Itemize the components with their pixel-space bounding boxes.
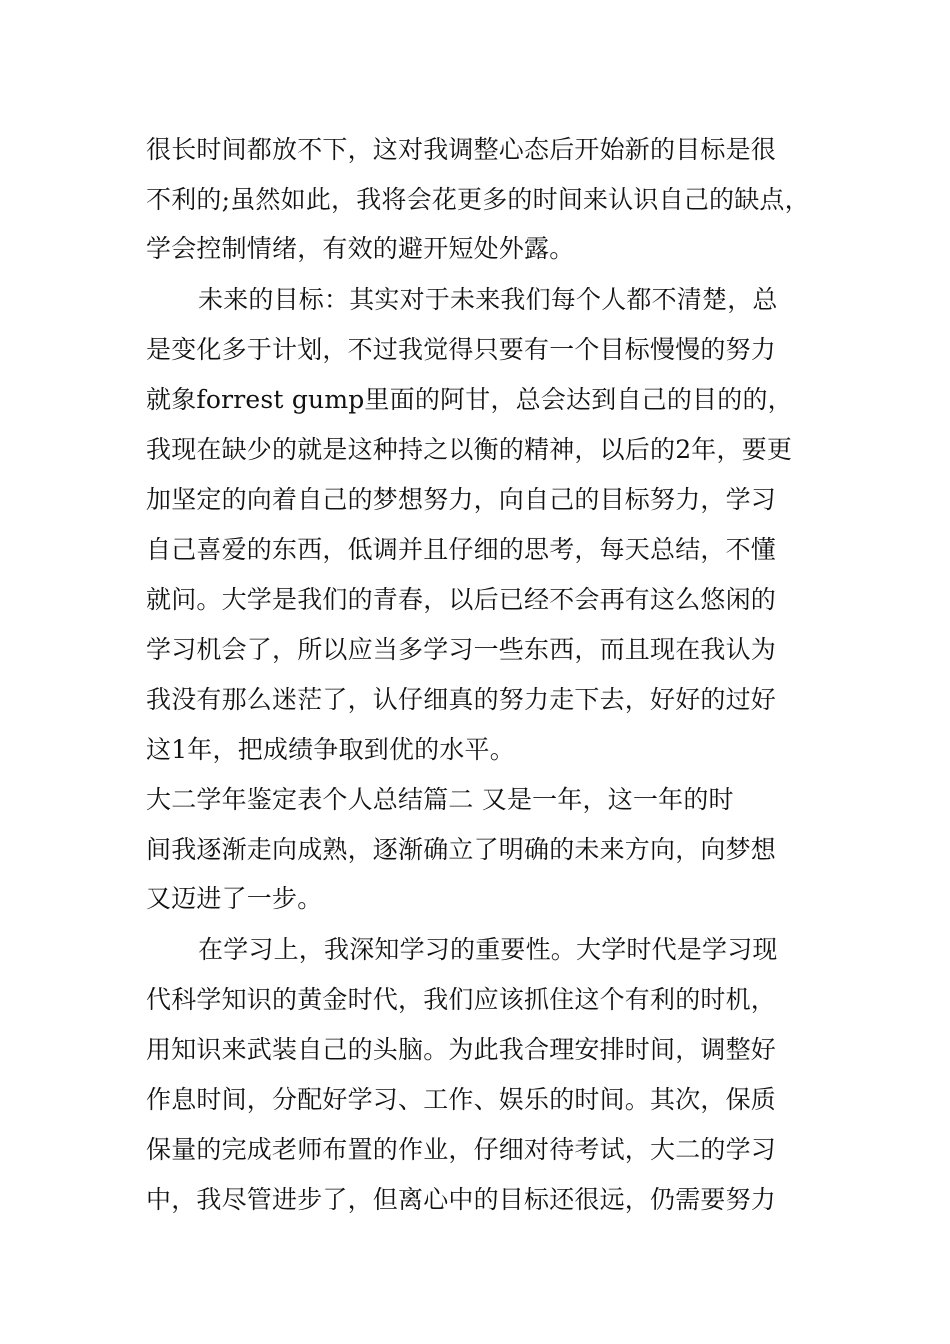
text-line: 加坚定的向着自己的梦想努力，向自己的目标努力，学习 (146, 485, 777, 514)
text-line: 就象forrest gump里面的阿甘，总会达到自己的目的的， (146, 385, 793, 414)
paragraph-first-line: 未来的目标：其实对于未来我们每个人都不清楚，总 (198, 285, 778, 314)
text-line: 这1年，把成绩争取到优的水平。 (146, 735, 515, 764)
text-line: 学习机会了，所以应当多学习一些东西，而且现在我认为 (146, 635, 777, 664)
text-line: 我现在缺少的就是这种持之以衡的精神，以后的2年，要更 (146, 435, 793, 464)
text-line: 又迈进了一步。 (146, 884, 323, 913)
text-line: 代科学知识的黄金时代，我们应该抓住这个有利的时机， (146, 985, 777, 1014)
section-title-line: 大二学年鉴定表个人总结篇二 又是一年，这一年的时 (146, 785, 734, 814)
text-line: 是变化多于计划，不过我觉得只要有一个目标慢慢的努力 (146, 335, 777, 364)
text-line: 用知识来武装自己的头脑。为此我合理安排时间，调整好 (146, 1035, 777, 1064)
text-line: 保量的完成老师布置的作业，仔细对待考试，大二的学习 (146, 1135, 777, 1164)
text-line: 就问。大学是我们的青春，以后已经不会再有这么悠闲的 (146, 585, 777, 614)
text-line: 作息时间，分配好学习、工作、娱乐的时间。其次，保质 (146, 1085, 777, 1114)
text-line: 间我逐渐走向成熟，逐渐确立了明确的未来方向，向梦想 (146, 835, 777, 864)
text-line: 中，我尽管进步了，但离心中的目标还很远，仍需要努力 (146, 1185, 777, 1214)
text-line: 自己喜爱的东西，低调并且仔细的思考，每天总结，不懂 (146, 535, 777, 564)
text-line: 很长时间都放不下，这对我调整心态后开始新的目标是很 (146, 135, 777, 164)
paragraph-first-line: 在学习上，我深知学习的重要性。大学时代是学习现 (198, 935, 778, 964)
text-line: 不利的;虽然如此，我将会花更多的时间来认识自己的缺点， (146, 185, 810, 214)
text-line: 我没有那么迷茫了，认仔细真的努力走下去，好好的过好 (146, 685, 777, 714)
text-line: 学会控制情绪，有效的避开短处外露。 (146, 234, 575, 263)
